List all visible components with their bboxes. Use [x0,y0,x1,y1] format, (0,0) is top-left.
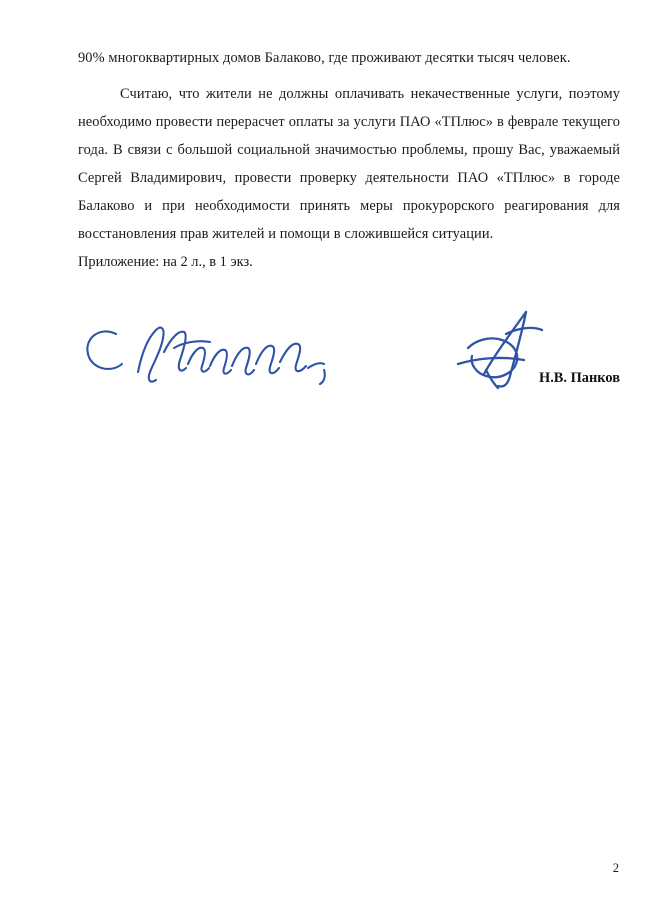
paragraph-2: Считаю, что жители не должны оплачивать некачественные услуги, поэтому необходимо провести перерасчет оплаты за услуги ПАО «ТПлюс» в феврале текущего года. В связи с большой социальной значимостью проблемы, прошу Вас, уважаемый Сергей Владимирович, провести проверку деятельности ПАО «ТПлюс» в городе Балаково и при необходимости принять меры прокурорского реагирования для восстановления прав жителей и помощи в сложившейся ситуации. [78,86,620,242]
page-number: 2 [612,861,619,875]
document-body [78,44,620,276]
attachment-line: Приложение: на 2 л., в 1 экз. [78,254,253,270]
paragraph-spacer [78,72,620,80]
paragraph-1: 90% многоквартирных домов Балаково, где проживают десятки тысяч человек. [78,50,571,66]
signer-name: Н.В. Панков [539,370,620,386]
handwritten-signature-icon [78,318,348,398]
signature-block [78,318,620,408]
